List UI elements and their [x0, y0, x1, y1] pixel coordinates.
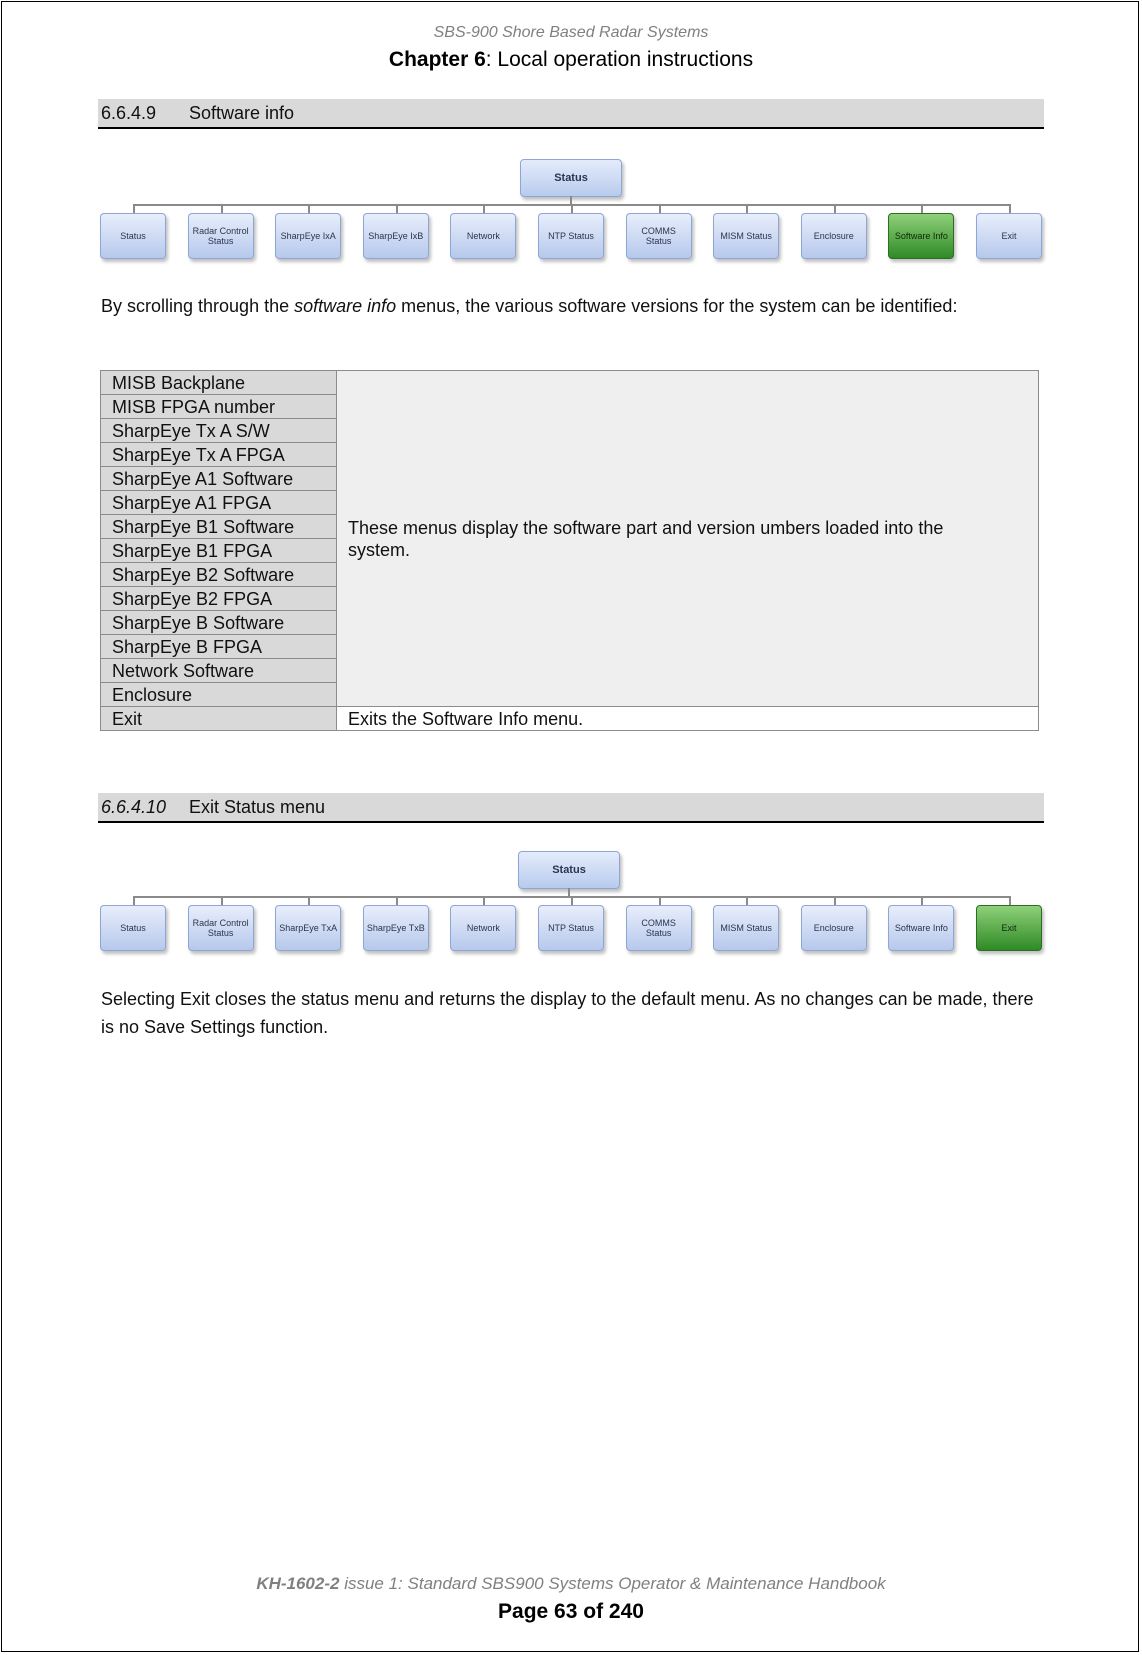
diagram-menu-node: NTP Status [538, 213, 604, 259]
menu-description: Exits the Software Info menu. [337, 707, 1039, 731]
intro-italic-term: software info [294, 296, 397, 316]
software-info-menu-diagram [98, 159, 1044, 269]
diagram-menu-node: Enclosure [801, 905, 867, 951]
menu-item-name: SharpEye B2 Software [101, 563, 337, 587]
chapter-label: Chapter 6 [388, 48, 486, 71]
menu-item-name: SharpEye B Software [101, 611, 337, 635]
diagram-root-node: Status [520, 159, 622, 197]
diagram-menu-node: Software Info [888, 213, 954, 259]
diagram-menu-node: Enclosure [801, 213, 867, 259]
intro-text: By scrolling through the [101, 296, 295, 316]
diagram-menu-node: Network [450, 213, 516, 259]
diagram-menu-node: Software Info [888, 905, 954, 951]
section-heading-exit-status [98, 793, 1044, 823]
page-number: Page 63 of 240 [498, 1600, 644, 1623]
diagram-menu-node: COMMS Status [626, 213, 692, 259]
software-info-intro [101, 292, 1041, 320]
diagram-menu-node: Radar Control Status [188, 213, 254, 259]
intro-text-end: menus, the various software versions for the system can be identified: [396, 296, 958, 316]
menu-item-name: SharpEye B FPGA [101, 635, 337, 659]
table-row-exit [101, 707, 1039, 731]
diagram-menu-node: SharpEye TxB [363, 905, 429, 951]
diagram-menu-node: SharpEye IxA [275, 213, 341, 259]
menu-item-name: SharpEye Tx A S/W [101, 419, 337, 443]
section-heading-software-info [98, 99, 1044, 129]
menu-item-name: SharpEye B1 FPGA [101, 539, 337, 563]
diagram-menu-node: Exit [976, 905, 1042, 951]
footer-doc-desc: issue 1: Standard SBS900 Systems Operator & Maintenance Handbook [339, 1574, 886, 1593]
menu-item-name: SharpEye Tx A FPGA [101, 443, 337, 467]
diagram-menu-node: SharpEye IxB [363, 213, 429, 259]
section-number: 6.6.4.9 [101, 103, 157, 123]
document-title: SBS-900 Shore Based Radar Systems [433, 24, 709, 41]
menu-item-name: SharpEye A1 Software [101, 467, 337, 491]
footer-document-info [0, 1574, 1142, 1594]
table-row [101, 371, 1039, 395]
menu-description: These menus display the software part and version umbers loaded into the system. [337, 371, 1039, 707]
exit-status-body: Selecting Exit closes the status menu and returns the display to the default menu. As no changes can be made, there is no Save Settings function. [101, 989, 1034, 1037]
diagram-menu-node: Status [100, 213, 166, 259]
section-title: Software info [189, 103, 295, 123]
menu-item-name: MISB FPGA number [101, 395, 337, 419]
diagram-menu-node: Radar Control Status [188, 905, 254, 951]
software-info-table [100, 370, 1039, 731]
menu-item-name: MISB Backplane [101, 371, 337, 395]
diagram-menu-node: SharpEye TxA [275, 905, 341, 951]
section-title: Exit Status menu [189, 797, 326, 817]
menu-item-name: SharpEye A1 FPGA [101, 491, 337, 515]
menu-item-name: SharpEye B2 FPGA [101, 587, 337, 611]
diagram-menu-node: Exit [976, 213, 1042, 259]
diagram-menu-node: Network [450, 905, 516, 951]
menu-item-name: Enclosure [101, 683, 337, 707]
menu-item-name: Exit [101, 707, 337, 731]
exit-status-menu-diagram [98, 851, 1044, 961]
menu-item-name: Network Software [101, 659, 337, 683]
diagram-menu-node: COMMS Status [626, 905, 692, 951]
diagram-menu-node: MISM Status [713, 213, 779, 259]
diagram-menu-node: Status [100, 905, 166, 951]
chapter-title: : Local operation instructions [485, 48, 754, 71]
chapter-heading [0, 48, 1142, 72]
footer-doc-code: KH-1602-2 [256, 1574, 340, 1593]
section-number: 6.6.4.10 [101, 797, 167, 817]
diagram-root-node: Status [518, 851, 620, 889]
diagram-menu-node: MISM Status [713, 905, 779, 951]
diagram-menu-node: NTP Status [538, 905, 604, 951]
menu-item-name: SharpEye B1 Software [101, 515, 337, 539]
